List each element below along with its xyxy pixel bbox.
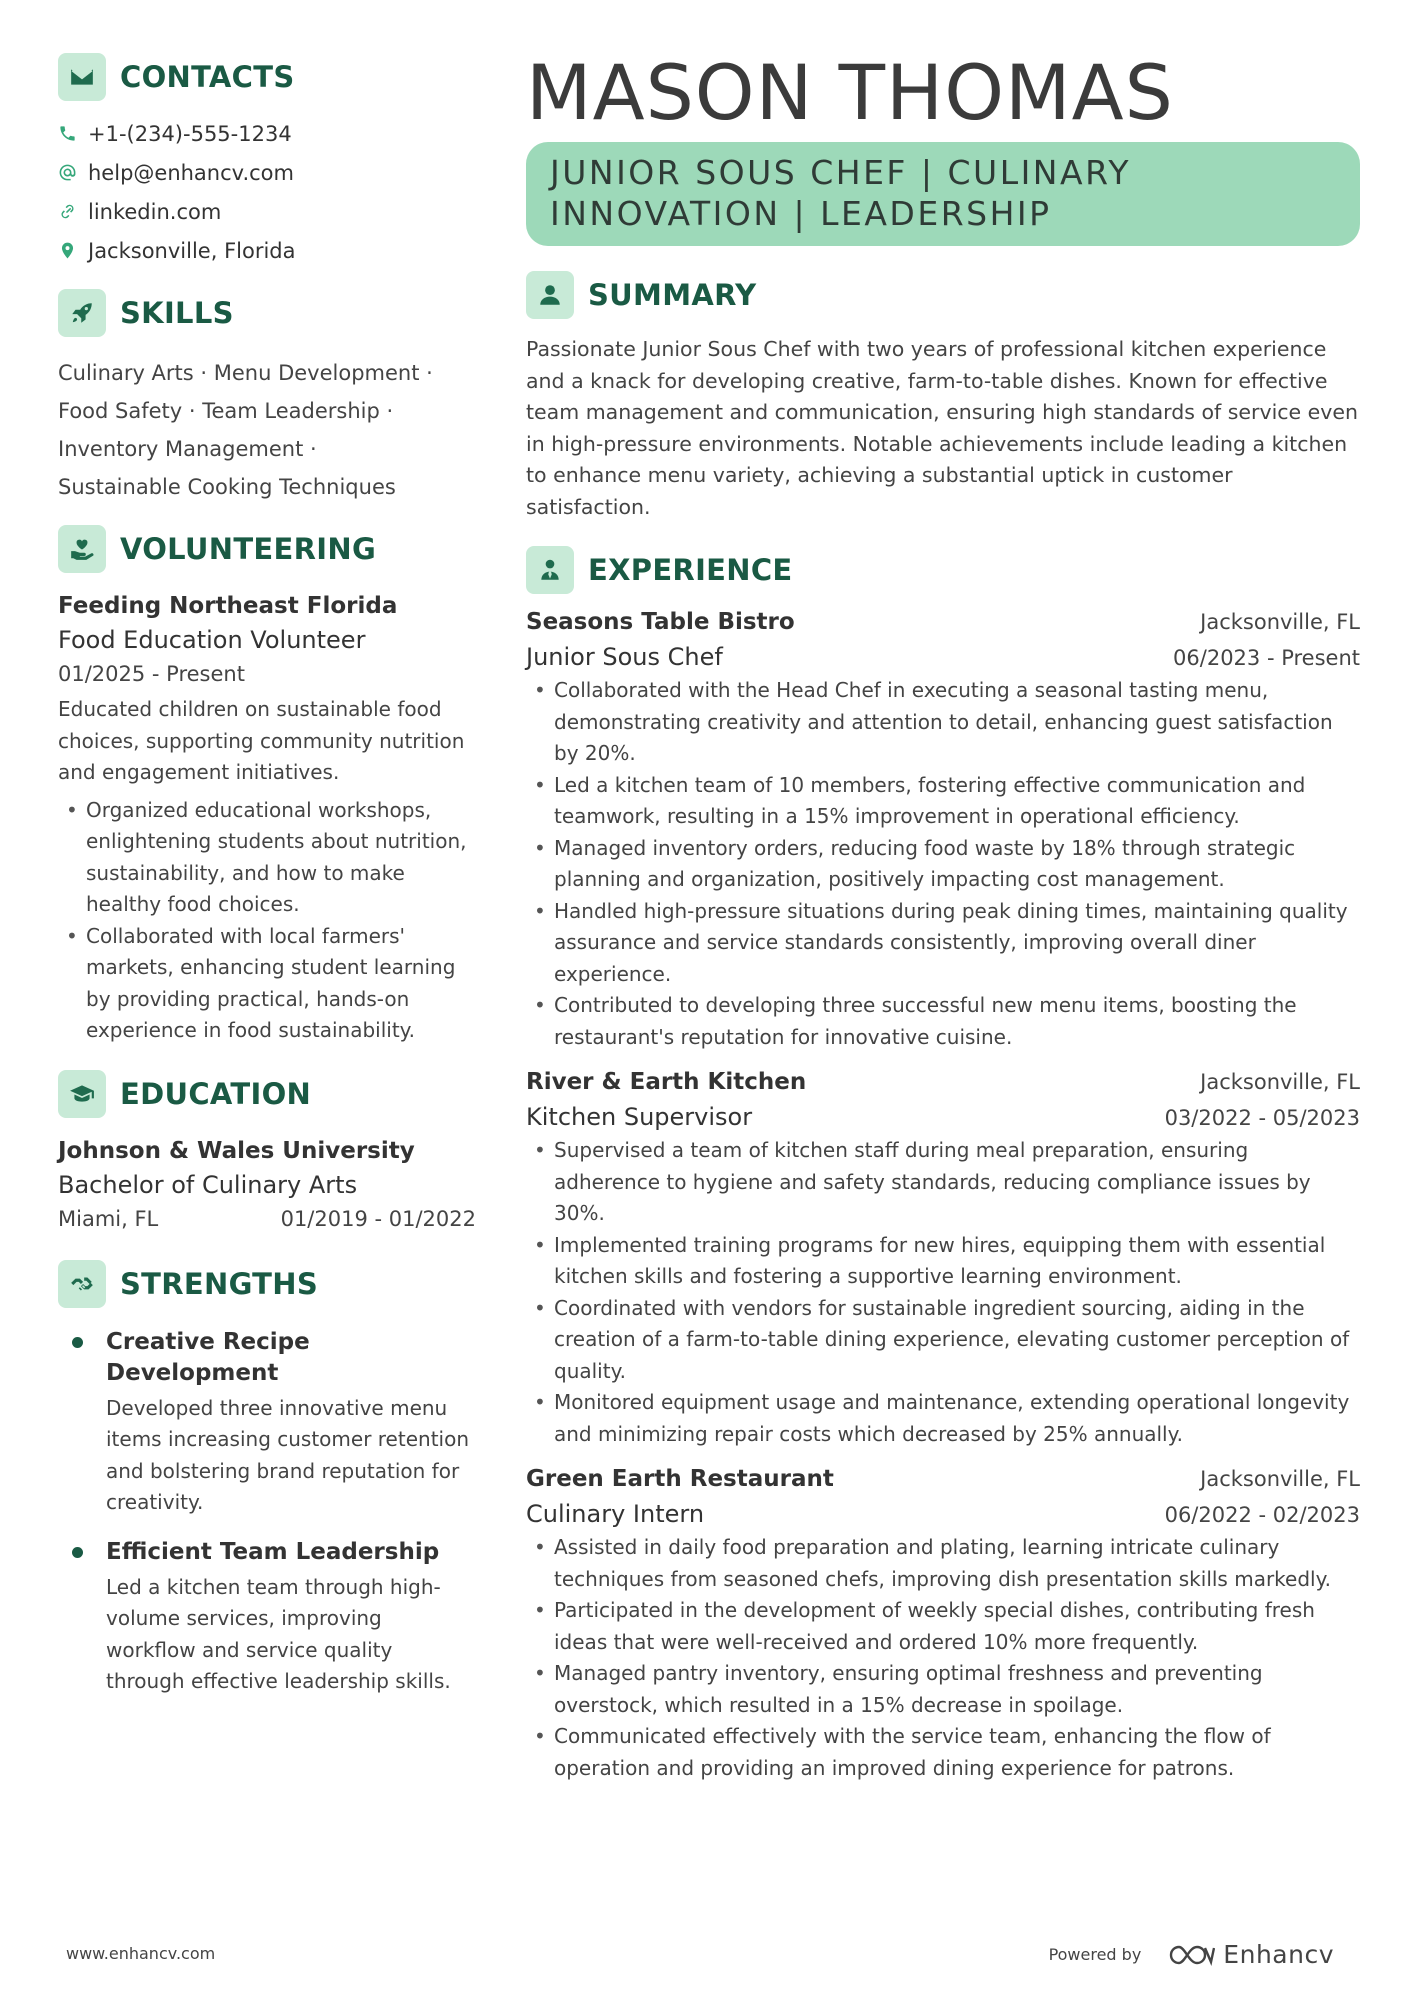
list-item: • Managed pantry inventory, ensuring optimal freshness and preventing overstock, which resulted in a 15% decrease in spoilage.	[526, 1658, 1360, 1721]
enhancv-logo-icon	[1167, 1942, 1215, 1968]
list-item: • Collaborated with the Head Chef in executing a seasonal tasting menu, demonstrating creativity and attention to detail, enhancing guest satisfaction by 20%.	[526, 675, 1360, 770]
contact-email	[58, 153, 476, 192]
strengths-heading: STRENGTHS	[120, 1266, 319, 1301]
handshake-icon	[58, 1260, 106, 1308]
skills-line: Sustainable Cooking Techniques	[58, 475, 396, 499]
job-dates: 03/2022 - 05/2023	[1164, 1106, 1360, 1130]
experience-section-header	[526, 545, 1360, 595]
phone-icon	[58, 124, 88, 143]
education-meta	[58, 1203, 476, 1235]
job-role: Culinary Intern	[526, 1500, 705, 1528]
bullet-dot-icon	[72, 1547, 83, 1558]
envelope-icon	[58, 53, 106, 101]
map-pin-icon	[58, 241, 88, 260]
summary-heading: SUMMARY	[588, 278, 757, 312]
strength-title: Creative Recipe Development	[106, 1328, 310, 1386]
contacts-list	[58, 114, 476, 270]
job-bullets	[526, 675, 1360, 1053]
job-company: Seasons Table Bistro	[526, 609, 795, 635]
hand-heart-icon	[58, 525, 106, 573]
skills-section-header	[58, 288, 476, 338]
job-location: Jacksonville, FL	[1200, 610, 1360, 634]
job-bullets	[526, 1532, 1360, 1784]
education-dates: 01/2019 - 01/2022	[280, 1206, 476, 1231]
strengths-section-header	[58, 1259, 476, 1309]
bullet-dot-icon	[72, 1337, 83, 1348]
contact-location	[58, 231, 476, 270]
contact-phone	[58, 114, 476, 153]
job-bullets	[526, 1135, 1360, 1450]
right-column	[526, 50, 1360, 1784]
location-text: Jacksonville, Florida	[88, 238, 296, 263]
linkedin-text[interactable]: linkedin.com	[88, 199, 222, 224]
list-item: • Communicated effectively with the service team, enhancing the flow of operation and providing an improved dining experience for patrons.	[526, 1721, 1360, 1784]
job-dates: 06/2023 - Present	[1173, 646, 1360, 670]
footer	[0, 1940, 1410, 1970]
job-company: Green Earth Restaurant	[526, 1466, 834, 1492]
left-column	[58, 52, 476, 1698]
experience-heading: EXPERIENCE	[588, 553, 793, 587]
list-item: • Managed inventory orders, reducing food waste by 18% through strategic planning and organization, positively impacting cost management.	[526, 833, 1360, 896]
skills-line: Culinary Arts · Menu Development ·	[58, 361, 433, 385]
list-item: • Assisted in daily food preparation and plating, learning intricate culinary techniques from seasoned chefs, improving dish presentation skills markedly.	[526, 1532, 1360, 1595]
strength-description: Led a kitchen team through high-volume services, improving workflow and service quality through effective leadership skills.	[106, 1574, 451, 1693]
skills-list	[58, 354, 476, 506]
education-school: Johnson & Wales University	[58, 1137, 415, 1164]
job-role: Junior Sous Chef	[526, 643, 723, 671]
education-degree: Bachelor of Culinary Arts	[58, 1170, 358, 1199]
phone-text[interactable]: +1-(234)-555-1234	[88, 121, 292, 146]
graduation-cap-icon	[58, 1070, 106, 1118]
job-dates: 06/2022 - 02/2023	[1164, 1503, 1360, 1527]
experience-entry	[526, 1065, 1360, 1450]
volunteering-heading: VOLUNTEERING	[120, 532, 377, 566]
volunteer-role: Food Education Volunteer	[58, 626, 366, 654]
strength-title: Efficient Team Leadership	[106, 1538, 440, 1565]
contacts-heading: CONTACTS	[120, 60, 295, 94]
list-item: • Led a kitchen team of 10 members, fostering effective communication and teamwork, resulting in a 15% improvement in operational efficiency.	[526, 770, 1360, 833]
list-item: • Monitored equipment usage and maintenance, extending operational longevity and minimizing repair costs which decreased by 25% annually.	[526, 1387, 1360, 1450]
skills-line: Food Safety · Team Leadership ·	[58, 399, 394, 423]
summary-section-header	[526, 270, 1360, 320]
footer-website[interactable]: www.enhancv.com	[66, 1944, 216, 1963]
experience-entry	[526, 1462, 1360, 1784]
skills-heading: SKILLS	[120, 296, 234, 330]
skills-line: Inventory Management ·	[58, 437, 317, 461]
list-item: • Participated in the development of weekly special dishes, contributing fresh ideas that were well-received and ordered 10% more frequently.	[526, 1595, 1360, 1658]
powered-by-text: Powered by	[1048, 1945, 1142, 1964]
contact-linkedin	[58, 192, 476, 231]
enhancv-logo[interactable]	[1167, 1940, 1334, 1969]
job-company: River & Earth Kitchen	[526, 1069, 807, 1095]
strength-item	[58, 1537, 476, 1698]
summary-text: Passionate Junior Sous Chef with two years of professional kitchen experience and a knack for developing creative, farm-to-table dishes. Known for effective team management and communication, ensuring high standards of service even in high-pressure environments. Notable achievements include leading a kitchen to enhance menu variety, achieving a substantial uptick in customer satisfaction.	[526, 337, 1359, 519]
list-item: • Supervised a team of kitchen staff during meal preparation, ensuring adherence to hygiene and safety standards, reducing compliance issues by 30%.	[526, 1135, 1360, 1230]
list-item: • Handled high-pressure situations during peak dining times, maintaining quality assurance and service standards consistently, improving overall diner experience.	[526, 896, 1360, 991]
list-item: • Coordinated with vendors for sustainable ingredient sourcing, aiding in the creation of a farm-to-table dining experience, elevating customer perception of quality.	[526, 1293, 1360, 1388]
volunteering-section-header	[58, 524, 476, 574]
volunteer-dates: 01/2025 - Present	[58, 662, 245, 686]
list-item: • Organized educational workshops, enlightening students about nutrition, sustainability, and how to make healthy food choices.	[58, 795, 476, 921]
candidate-title: JUNIOR SOUS CHEF | CULINARY INNOVATION | LEADERSHIP	[526, 142, 1360, 246]
job-location: Jacksonville, FL	[1200, 1070, 1360, 1094]
education-location: Miami, FL	[58, 1206, 159, 1231]
volunteer-description: Educated children on sustainable food choices, supporting community nutrition and engagement initiatives.	[58, 697, 465, 784]
contacts-section-header	[58, 52, 476, 102]
strength-item	[58, 1327, 476, 1519]
briefcase-user-icon	[526, 546, 574, 594]
job-role: Kitchen Supervisor	[526, 1103, 753, 1131]
list-item: • Contributed to developing three successful new menu items, boosting the restaurant's reputation for innovative cuisine.	[526, 990, 1360, 1053]
volunteer-organization: Feeding Northeast Florida	[58, 593, 398, 619]
at-icon	[58, 163, 88, 182]
education-heading: EDUCATION	[120, 1076, 312, 1111]
rocket-icon	[58, 289, 106, 337]
user-icon	[526, 271, 574, 319]
job-location: Jacksonville, FL	[1200, 1467, 1360, 1491]
list-item: • Collaborated with local farmers' markets, enhancing student learning by providing practical, hands-on experience in food sustainability.	[58, 921, 476, 1047]
candidate-name: MASON THOMAS	[526, 48, 1174, 137]
experience-entry	[526, 605, 1360, 1053]
list-item: • Implemented training programs for new hires, equipping them with essential kitchen skills and fostering a supportive learning environment.	[526, 1230, 1360, 1293]
strength-description: Developed three innovative menu items increasing customer retention and bolstering brand reputation for creativity.	[106, 1395, 469, 1514]
brand-name: Enhancv	[1223, 1940, 1334, 1969]
education-section-header	[58, 1069, 476, 1119]
link-icon	[58, 202, 88, 221]
footer-branding	[1049, 1940, 1334, 1969]
email-text[interactable]: help@enhancv.com	[88, 160, 294, 185]
volunteer-bullets	[58, 795, 476, 1047]
